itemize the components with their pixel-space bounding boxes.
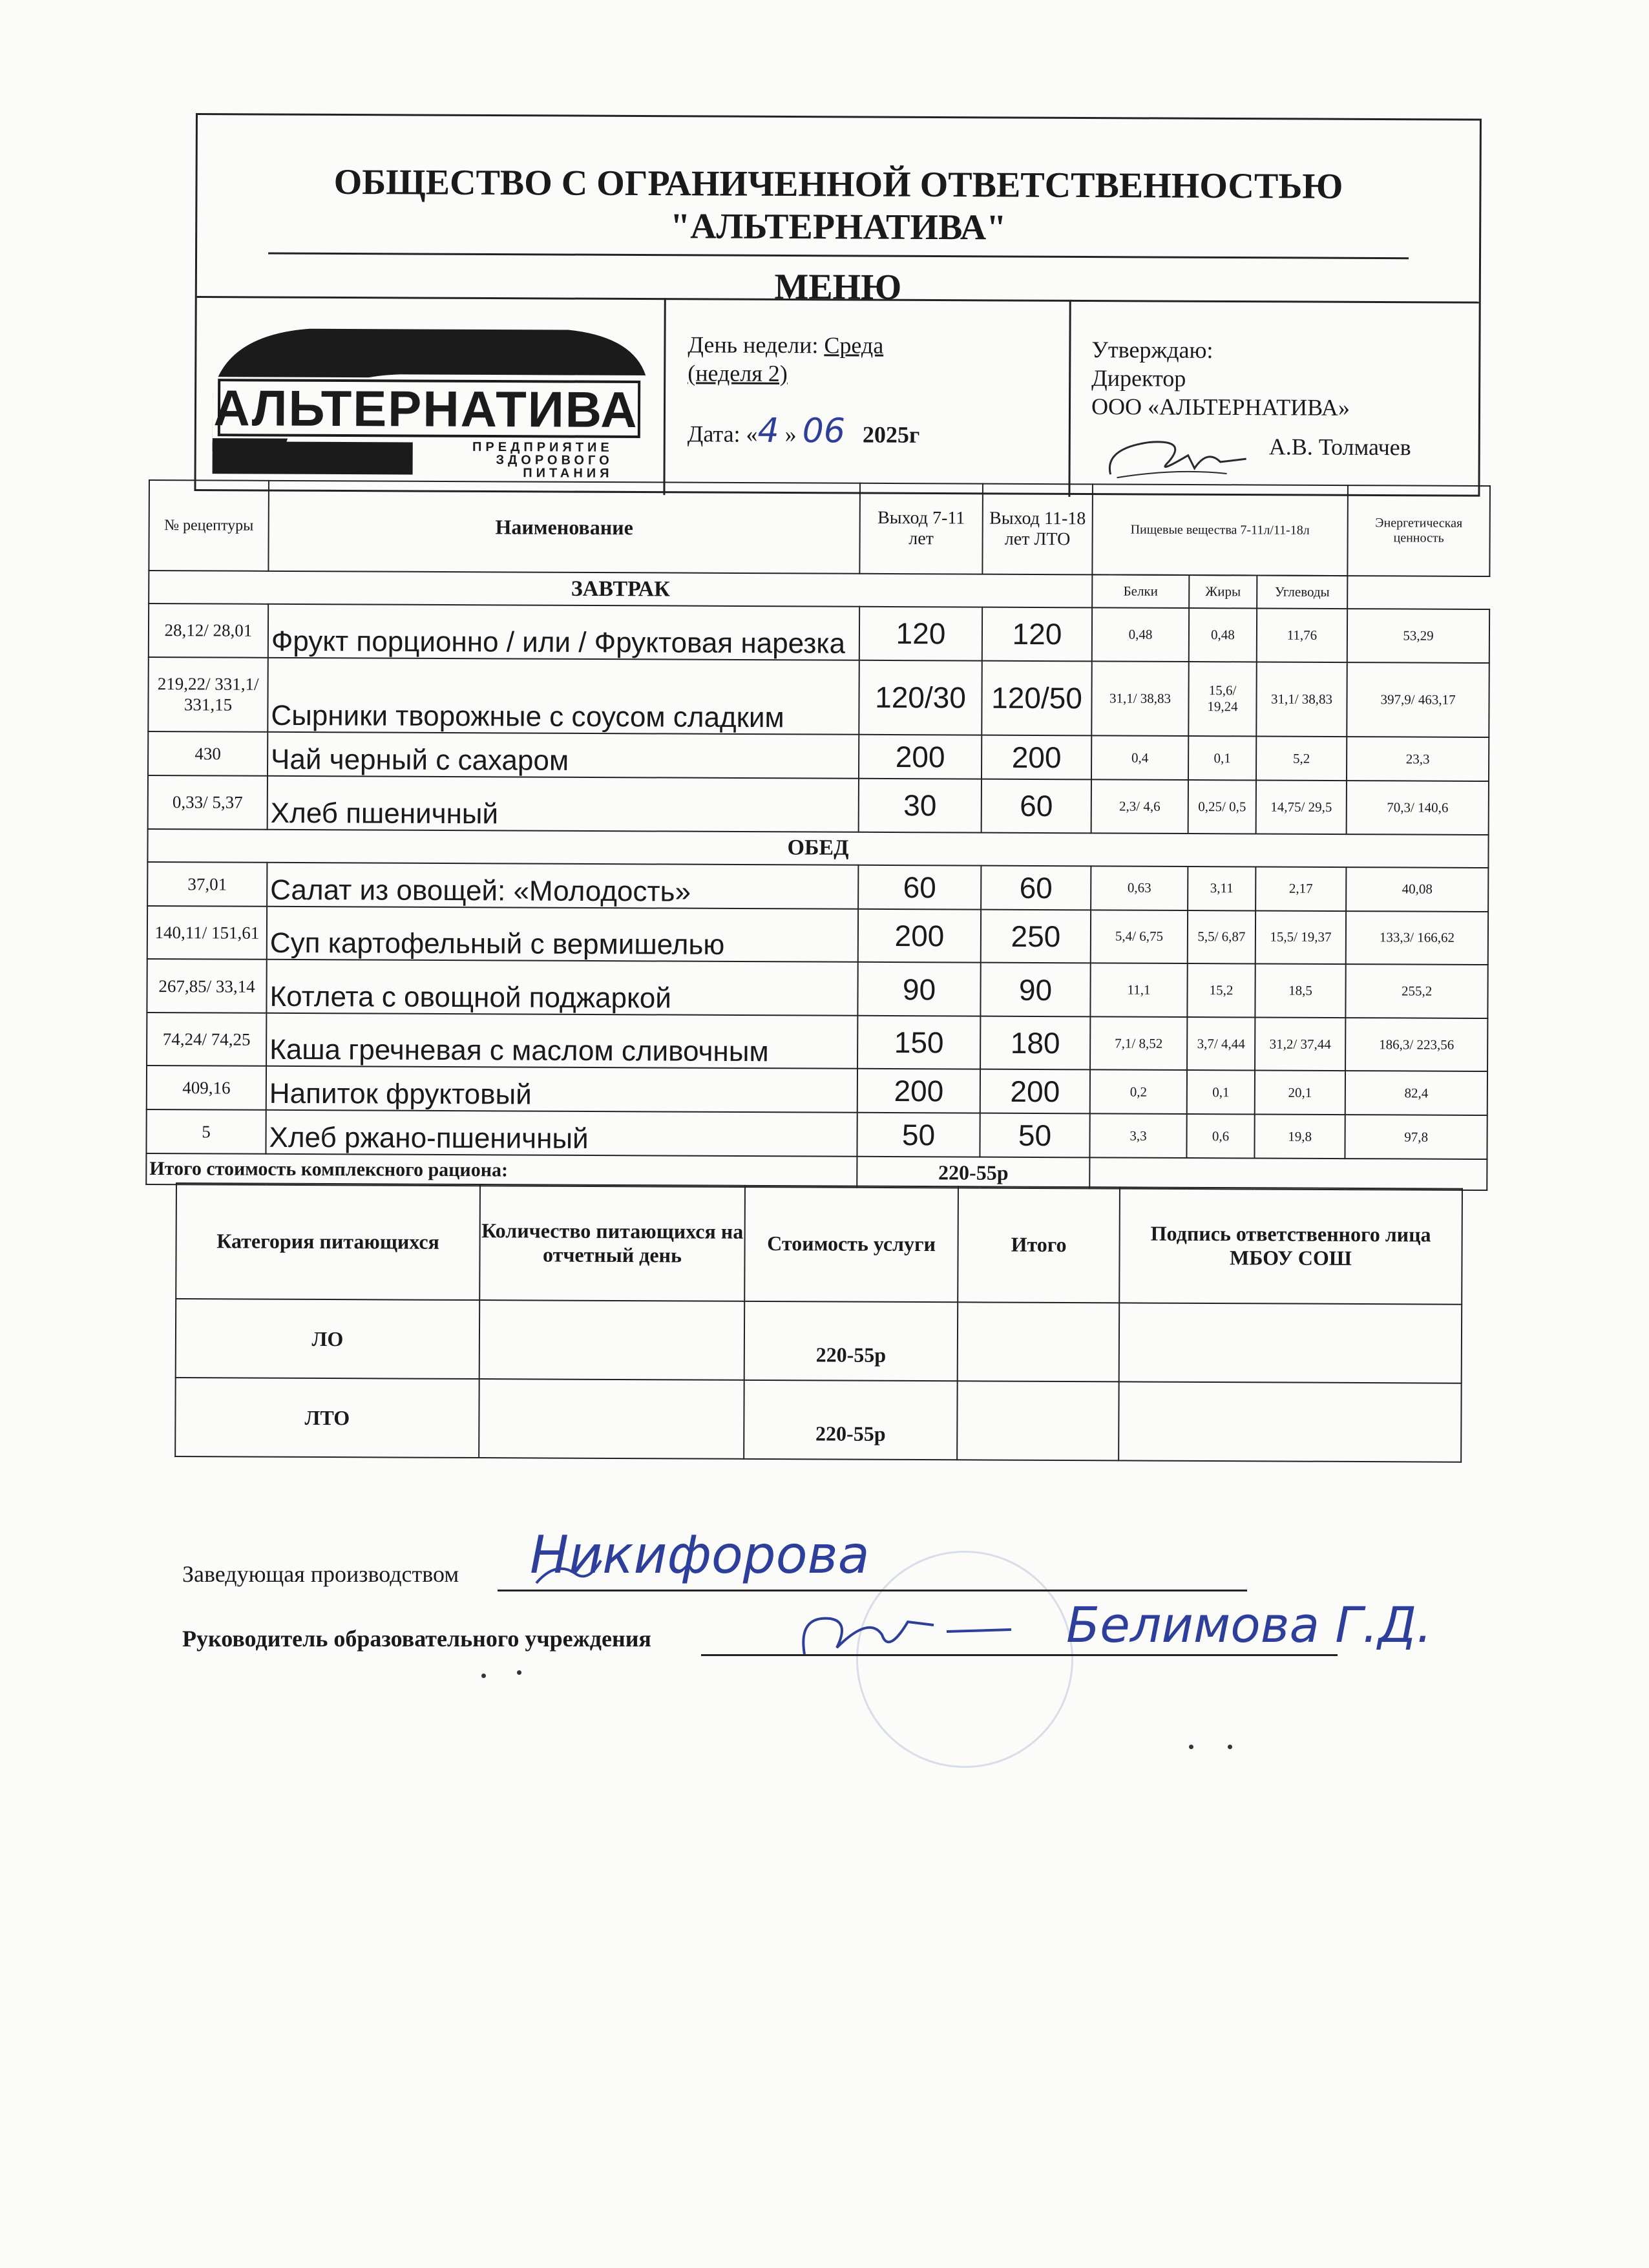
output-7-11: 120	[859, 607, 982, 660]
output-7-11: 200	[858, 908, 981, 962]
carbs-value: 15,5/ 19,37	[1255, 910, 1346, 964]
menu-row	[147, 862, 1488, 912]
protein-value: 7,1/ 8,52	[1090, 1016, 1187, 1070]
menu-row	[148, 657, 1489, 737]
header-name: Наименование	[268, 481, 860, 574]
weekday-value: Среда	[824, 332, 884, 359]
company-name-line2: "АЛЬТЕРНАТИВА"	[669, 206, 1007, 248]
cost-header-signature: Подпись ответственного лица МБОУ СОШ	[1119, 1187, 1462, 1304]
fat-value: 0,25/ 0,5	[1188, 780, 1256, 834]
energy-value: 97,8	[1345, 1115, 1487, 1160]
output-11-18: 120/50	[982, 660, 1092, 735]
cost-header-count: Количество питающихся на отчетный день	[479, 1184, 745, 1301]
energy-value: 133,3/ 166,62	[1346, 911, 1488, 965]
company-logo	[206, 315, 653, 482]
price-cell: 220-55р	[744, 1301, 958, 1381]
protein-value: 0,48	[1092, 607, 1189, 661]
dish-name: Хлеб ржано-пшеничный	[266, 1110, 857, 1157]
carbs-value: 31,2/ 37,44	[1255, 1017, 1345, 1071]
protein-value: 3,3	[1089, 1114, 1186, 1159]
svg-text:ПРЕДПРИЯТИЕ: ПРЕДПРИЯТИЕ	[472, 439, 613, 455]
carbs-value: 2,17	[1255, 866, 1346, 911]
director-signature-image	[1097, 423, 1259, 488]
svg-text:ЗДОРОВОГО: ЗДОРОВОГО	[496, 453, 613, 468]
output-11-18: 200	[982, 735, 1091, 780]
approval-line: ООО «АЛЬТЕРНАТИВА»	[1091, 394, 1350, 421]
recipe-code: 0,33/ 5,37	[148, 775, 268, 829]
date-block	[688, 411, 920, 451]
page-title: МЕНЮ	[774, 266, 902, 308]
head-signature-mark	[792, 1596, 1018, 1674]
scan-speck	[1228, 1745, 1232, 1749]
header-energy: Энергетическая ценность	[1347, 485, 1490, 576]
carbs-value: 19,8	[1254, 1115, 1345, 1159]
total-cell[interactable]	[958, 1302, 1120, 1381]
output-7-11: 150	[857, 1016, 980, 1069]
dish-name: Суп картофельный с вермишелью	[267, 906, 858, 962]
output-7-11: 60	[858, 865, 981, 909]
menu-row	[147, 959, 1487, 1018]
company-name	[197, 160, 1480, 251]
carbs-value: 18,5	[1255, 964, 1345, 1018]
cost-header-price: Стоимость услуги	[744, 1186, 958, 1302]
count-cell[interactable]	[479, 1379, 744, 1459]
output-11-18: 60	[981, 865, 1091, 910]
category-cell: ЛО	[176, 1299, 480, 1379]
output-11-18: 90	[980, 963, 1090, 1016]
dish-name: Котлета с овощной поджаркой	[266, 960, 857, 1016]
carbs-value: 31,1/ 38,83	[1256, 662, 1347, 737]
approval-block	[1091, 335, 1350, 422]
protein-value: 2,3/ 4,6	[1091, 779, 1188, 833]
output-11-18: 200	[980, 1069, 1090, 1114]
header-out-7-11: Выход 7-11 лет	[859, 483, 983, 574]
header-out-11-18: Выход 11-18 лет ЛТО	[982, 484, 1093, 575]
cost-header-category: Категория питающихся	[176, 1183, 480, 1300]
cost-table	[174, 1182, 1463, 1463]
svg-text:ПИТАНИЯ: ПИТАНИЯ	[523, 466, 613, 481]
protein-value: 5,4/ 6,75	[1091, 910, 1188, 963]
menu-table	[145, 479, 1491, 1191]
header-recipe: № рецептуры	[149, 480, 269, 571]
output-11-18: 50	[980, 1113, 1089, 1158]
energy-value: 53,29	[1347, 609, 1489, 663]
output-7-11: 90	[857, 962, 980, 1016]
date-separator: »	[784, 421, 797, 448]
protein-value: 0,63	[1091, 866, 1188, 910]
output-7-11: 200	[859, 735, 982, 779]
carbs-value: 20,1	[1255, 1071, 1345, 1115]
recipe-code: 28,12/ 28,01	[149, 604, 268, 657]
price-cell: 220-55р	[744, 1380, 958, 1460]
production-signature-mark	[530, 1548, 607, 1599]
output-7-11: 120/30	[859, 660, 982, 735]
fat-value: 0,1	[1187, 1070, 1255, 1114]
fat-value: 3,11	[1188, 866, 1255, 910]
menu-row	[149, 604, 1489, 663]
output-11-18: 60	[982, 779, 1091, 833]
cost-header-total: Итого	[958, 1186, 1120, 1303]
divider	[268, 252, 1409, 259]
menu-row	[147, 1066, 1487, 1115]
energy-value: 397,9/ 463,17	[1347, 662, 1489, 737]
section-title: ОБЕД	[147, 829, 1488, 868]
fat-value: 0,6	[1186, 1114, 1254, 1158]
protein-value: 11,1	[1090, 963, 1187, 1017]
director-name: А.В. Толмачев	[1268, 434, 1411, 461]
recipe-code: 37,01	[147, 862, 267, 907]
protein-value: 0,2	[1090, 1070, 1187, 1115]
signature-cell[interactable]	[1119, 1381, 1462, 1462]
company-name-line1: ОБЩЕСТВО С ОГРАНИЧЕННОЙ ОТВЕТСТВЕННОСТЬЮ	[333, 162, 1343, 207]
header-carbs: Углеводы	[1257, 575, 1347, 609]
carbs-value: 14,75/ 29,5	[1256, 781, 1347, 834]
dish-name: Фрукт порционно / или / Фруктовая нарезка	[268, 604, 859, 660]
dish-name: Каша гречневая с маслом сливочным	[266, 1013, 857, 1069]
menu-row	[148, 731, 1489, 781]
divider	[1068, 300, 1071, 497]
date-year: 2025г	[862, 421, 920, 448]
energy-value: 255,2	[1345, 964, 1487, 1018]
approval-line: Директор	[1091, 365, 1186, 392]
total-label: Итого стоимость комплексного рациона:	[146, 1153, 857, 1187]
scan-speck	[481, 1674, 486, 1678]
protein-value: 0,4	[1091, 735, 1188, 780]
menu-row	[147, 906, 1488, 965]
document-header	[194, 113, 1482, 497]
menu-row	[146, 1109, 1487, 1159]
production-signature: Никифорова	[530, 1525, 870, 1585]
recipe-code: 219,22/ 331,1/ 331,15	[148, 657, 268, 732]
recipe-code: 140,11/ 151,61	[147, 906, 267, 960]
date-label: Дата: «	[687, 421, 758, 447]
week-value: (неделя 2)	[688, 360, 788, 386]
menu-row	[148, 775, 1489, 835]
recipe-code: 267,85/ 33,14	[147, 959, 266, 1013]
total-value: 220-55р	[857, 1157, 1089, 1188]
scan-speck	[517, 1670, 521, 1675]
output-11-18: 120	[982, 607, 1092, 661]
fat-value: 3,7/ 4,44	[1187, 1017, 1255, 1071]
production-signature-line	[498, 1590, 1247, 1591]
logo-text: АЛЬТЕРНАТИВА	[213, 379, 638, 438]
head-label: Руководитель образовательного учреждения	[182, 1626, 651, 1652]
energy-value: 186,3/ 223,56	[1345, 1018, 1487, 1072]
carbs-value: 5,2	[1256, 736, 1347, 781]
dish-name: Салат из овощей: «Молодость»	[267, 862, 858, 908]
dish-name: Сырники творожные с соусом сладким	[268, 657, 859, 734]
fat-value: 0,48	[1189, 608, 1257, 662]
fat-value: 15,6/ 19,24	[1188, 662, 1257, 737]
weekday-block	[688, 330, 883, 388]
header-fat: Жиры	[1189, 575, 1257, 608]
output-11-18: 250	[981, 909, 1091, 963]
weekday-label: День недели:	[688, 331, 824, 359]
output-7-11: 200	[857, 1069, 980, 1113]
cost-row	[175, 1378, 1462, 1462]
recipe-code: 430	[148, 731, 268, 776]
header-protein: Белки	[1092, 574, 1189, 608]
fat-value: 15,2	[1187, 963, 1255, 1017]
category-cell: ЛТО	[175, 1378, 479, 1458]
head-signature: Белимова Г.Д.	[1066, 1596, 1433, 1654]
scan-speck	[1189, 1745, 1193, 1749]
energy-value: 70,3/ 140,6	[1347, 781, 1489, 835]
energy-value: 40,08	[1346, 867, 1488, 912]
energy-value: 82,4	[1345, 1071, 1487, 1116]
dish-name: Напиток фруктовый	[266, 1066, 857, 1113]
carbs-value: 11,76	[1257, 609, 1347, 662]
total-cell[interactable]	[957, 1381, 1119, 1460]
output-7-11: 30	[859, 779, 982, 832]
output-7-11: 50	[857, 1113, 980, 1157]
fat-value: 5,5/ 6,87	[1188, 910, 1255, 964]
recipe-code: 5	[146, 1109, 266, 1154]
output-11-18: 180	[980, 1016, 1090, 1069]
approval-line: Утверждаю:	[1091, 337, 1213, 363]
energy-value: 23,3	[1347, 737, 1489, 781]
header-nutrients: Пищевые вещества 7-11л/11-18л	[1092, 484, 1348, 576]
protein-value: 31,1/ 38,83	[1091, 661, 1189, 736]
recipe-code: 74,24/ 74,25	[147, 1013, 266, 1066]
dish-name: Чай черный с сахаром	[268, 732, 859, 779]
date-day: 4	[757, 411, 779, 450]
production-label: Заведующая производством	[182, 1561, 459, 1587]
section-title: ЗАВТРАК	[149, 571, 1092, 607]
menu-row	[147, 1013, 1487, 1072]
fat-value: 0,1	[1188, 736, 1256, 780]
empty-cell	[1089, 1158, 1487, 1190]
count-cell[interactable]	[479, 1300, 745, 1380]
recipe-code: 409,16	[147, 1066, 266, 1110]
signature-cell[interactable]	[1119, 1303, 1462, 1383]
divider	[663, 298, 666, 495]
dish-name: Хлеб пшеничный	[268, 776, 859, 832]
cost-row	[176, 1299, 1462, 1383]
date-month: 06	[802, 412, 846, 451]
